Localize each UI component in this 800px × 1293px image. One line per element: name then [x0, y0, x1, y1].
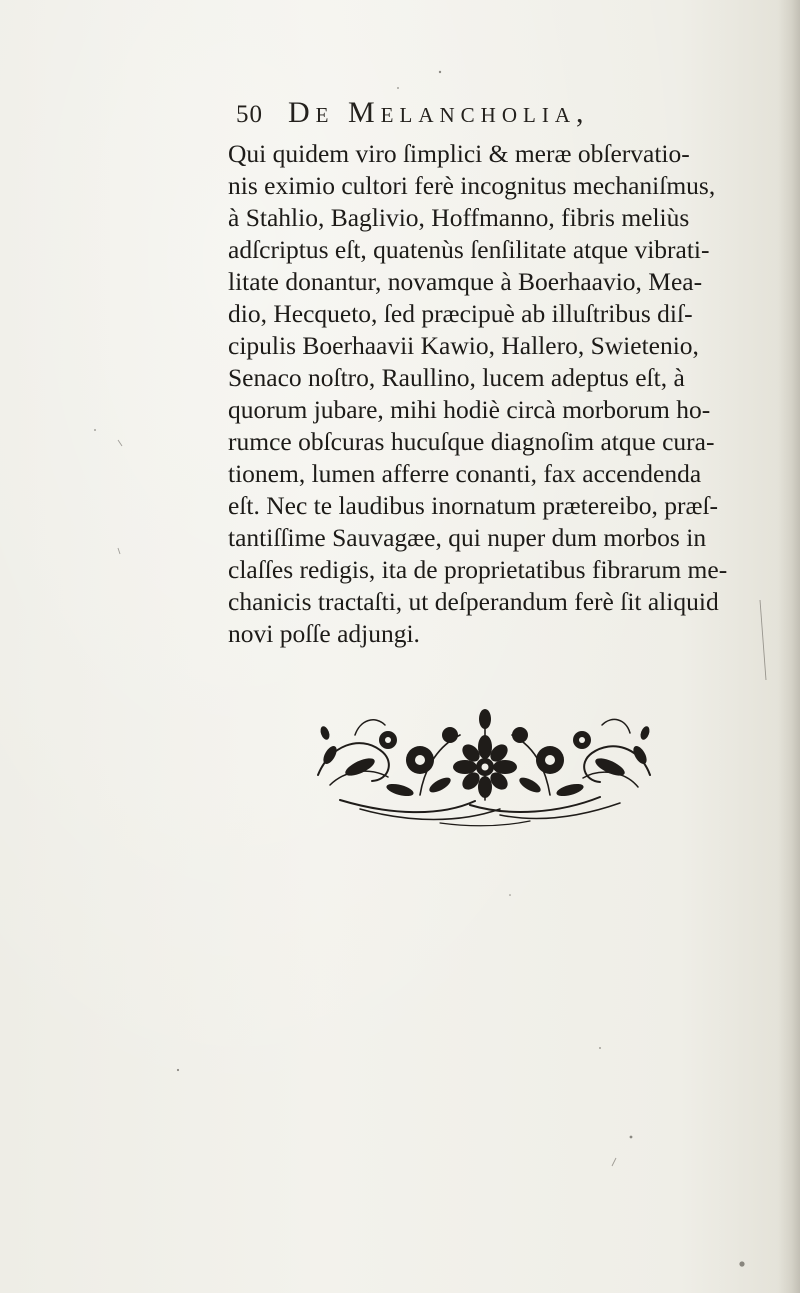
- text-line: tionem, lumen afferre conanti, fax accendenda: [228, 459, 702, 488]
- floral-tailpiece-icon: [300, 705, 670, 830]
- running-head: [236, 98, 696, 134]
- text-line: eſt. Nec te laudibus inornatum prætereibo, præſ-: [228, 491, 719, 520]
- text-line: claſſes redigis, ita de proprietatibus fibrarum me-: [228, 555, 728, 584]
- text-line: nis eximio cultori ferè incognitus mechaniſmus,: [228, 171, 716, 200]
- text-line: rumce obſcuras hucuſque diagnoſim atque cura-: [228, 427, 715, 456]
- text-line: tantiſſime Sauvagæe, qui nuper dum morbos in: [228, 523, 707, 552]
- text-line: cipulis Boerhaavii Kawio, Hallero, Swietenio,: [228, 331, 699, 360]
- text-line: Senaco noſtro, Raullino, lucem adeptus eſt, à: [228, 363, 685, 392]
- text-line: à Stahlio, Baglivio, Hoffmanno, fibris meliùs: [228, 203, 690, 232]
- running-title: De Melancholia,: [288, 96, 590, 129]
- text-line: dio, Hecqueto, ſed præcipuè ab illuſtribus diſ-: [228, 299, 693, 328]
- text-line: novi poſſe adjungi.: [228, 619, 420, 648]
- page-number: 50: [236, 101, 263, 128]
- text-line: adſcriptus eſt, quatenùs ſenſilitate atque vibrati-: [228, 235, 710, 264]
- text-line: Qui quidem viro ſimplici & meræ obſervatio-: [228, 139, 690, 168]
- text-line: chanicis tractaſti, ut deſperandum ferè ſit aliquid: [228, 587, 719, 616]
- body-text: [228, 138, 788, 650]
- text-line: litate donantur, novamque à Boerhaavio, Mea-: [228, 267, 703, 296]
- text-line: quorum jubare, mihi hodiè circà morborum ho-: [228, 395, 711, 424]
